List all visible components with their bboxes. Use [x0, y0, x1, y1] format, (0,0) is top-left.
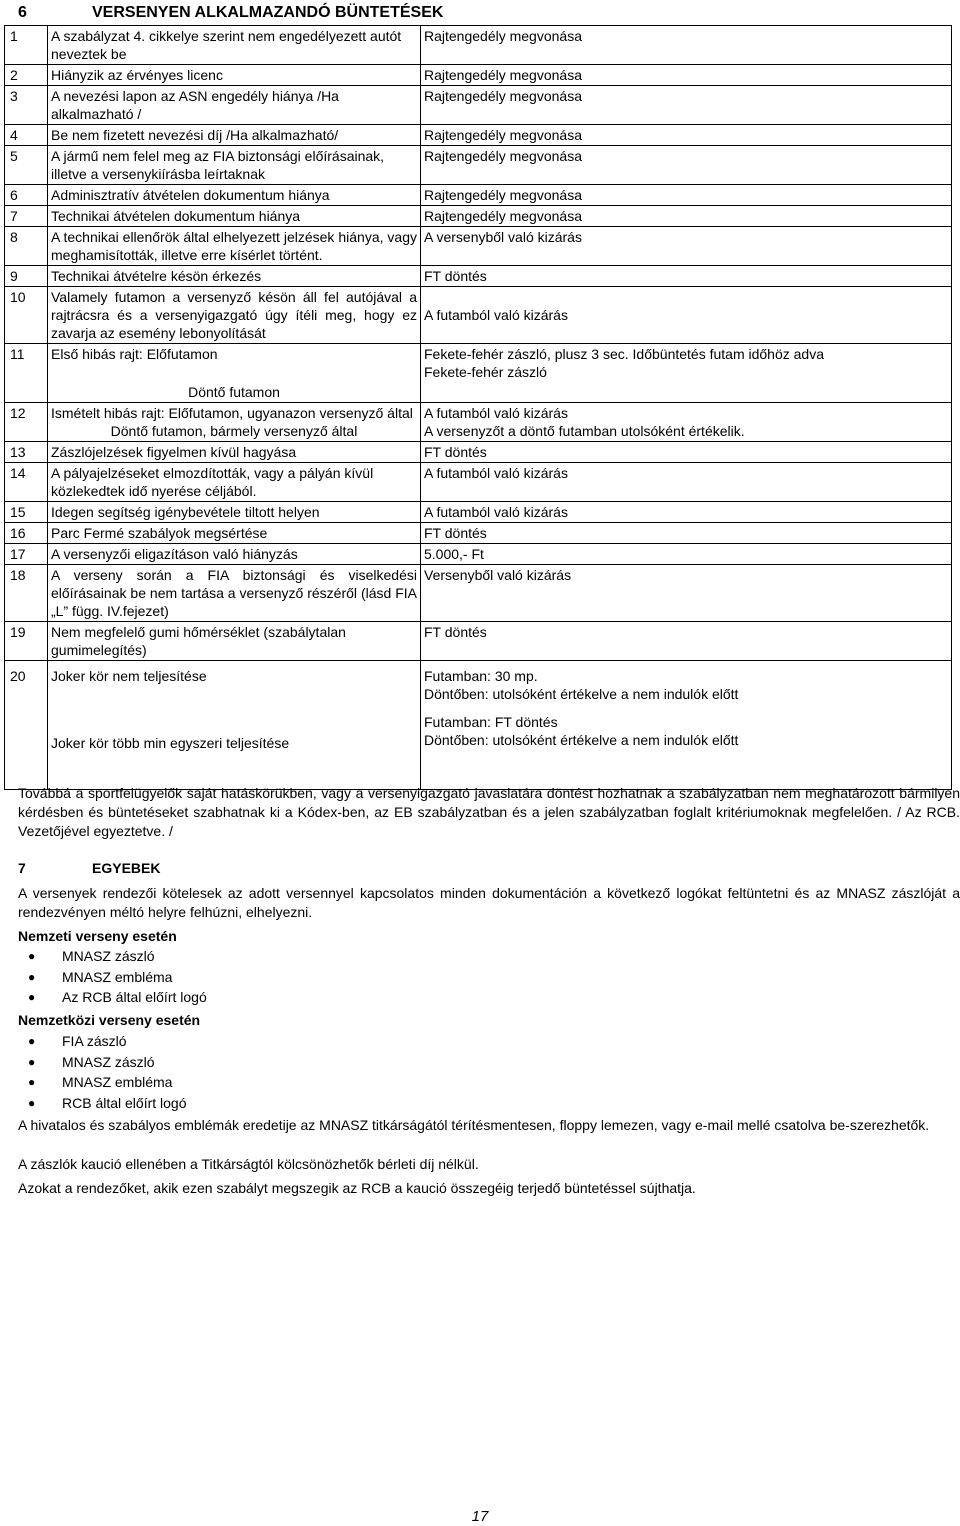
violation-cell: [48, 403, 421, 442]
table-row: [5, 266, 952, 287]
violation-line: Első hibás rajt: Előfutamon: [51, 346, 218, 362]
row-number: 4: [5, 125, 48, 146]
table-row: [5, 523, 952, 544]
penalty-cell: Rajtengedély megvonása: [421, 86, 952, 125]
penalty-cell: Versenyből való kizárás: [421, 565, 952, 622]
penalty-cell: A futamból való kizárás: [421, 463, 952, 502]
penalty-cell: FT döntés: [421, 266, 952, 287]
violation-cell: Valamely futamon a versenyző késön áll fel autójával a rajtrácsra és a versenyigazgató úgy ítéli meg, hogy ez zavarja az esemény lebonyolítását: [48, 287, 421, 344]
penalty-line: Fekete-fehér zászló, plusz 3 sec. Időbüntetés futam időhöz adva: [424, 346, 825, 362]
row-number: 14: [5, 463, 48, 502]
row-number: 6: [5, 185, 48, 206]
section-7-number: 7: [18, 860, 26, 876]
penalty-line: Döntőben: utolsóként értékelve a nem indulók előtt: [424, 732, 739, 748]
row-number: 7: [5, 206, 48, 227]
penalty-line: A futamból való kizárás: [424, 405, 568, 421]
list-item: ● MNASZ zászló: [18, 946, 207, 967]
list-item: ● MNASZ embléma: [18, 967, 207, 988]
violation-line: Döntő futamon, bármely versenyző által: [110, 423, 358, 439]
table-row: [5, 463, 952, 502]
row-number: 10: [5, 287, 48, 344]
penalty-cell: Rajtengedély megvonása: [421, 65, 952, 86]
penalty-cell: FT döntés: [421, 622, 952, 661]
violation-line: Döntő futamon: [188, 384, 280, 400]
table-row: [5, 442, 952, 463]
section-6-title: VERSENYEN ALKALMAZANDÓ BÜNTETÉSEK: [92, 4, 444, 21]
violation-cell: Adminisztratív átvételen dokumentum hiánya: [48, 185, 421, 206]
table-row: [5, 26, 952, 65]
penalty-cell: Rajtengedély megvonása: [421, 125, 952, 146]
row-number: 17: [5, 544, 48, 565]
table-row: [5, 146, 952, 185]
table-row: [5, 185, 952, 206]
violation-cell: A versenyzői eligazításon való hiányzás: [48, 544, 421, 565]
emblems-paragraph: A hivatalos és szabályos emblémák eredetije az MNASZ titkárságától térítésmentesen, floppy lemezen, vagy e-mail mellé csatolva be-szerezhetők.: [18, 1117, 930, 1133]
violation-cell: A pályajelzéseket elmozdították, vagy a pályán kívül közlekedtek idő nyerése céljából.: [48, 463, 421, 502]
list-item: ● RCB által előírt logó: [18, 1093, 187, 1114]
penalty-cell: [421, 661, 952, 790]
table-row: [5, 86, 952, 125]
penalty-cell: Rajtengedély megvonása: [421, 26, 952, 65]
table-row: [5, 65, 952, 86]
violation-line: Joker kör nem teljesítése: [51, 668, 207, 684]
penalty-cell: Rajtengedély megvonása: [421, 185, 952, 206]
row-number: 20: [5, 661, 48, 790]
violation-cell: Technikai átvételre késön érkezés: [48, 266, 421, 287]
violation-cell: A technikai ellenőrök által elhelyezett jelzések hiánya, vagy meghamisították, illetve erre kísérlet történt.: [48, 227, 421, 266]
flags-paragraph: A zászlók kaució ellenében a Titkárságtól kölcsönözhetők bérleti díj nélkül.: [18, 1156, 479, 1172]
national-heading: Nemzeti verseny esetén: [18, 928, 177, 944]
penalty-cell: [421, 344, 952, 403]
violation-cell: A szabályzat 4. cikkelye szerint nem engedélyezett autót neveztek be: [48, 26, 421, 65]
penalty-cell: A futamból való kizárás: [421, 287, 952, 344]
spacer: [51, 363, 417, 383]
list-item: ● Az RCB által előírt logó: [18, 987, 207, 1008]
penalty-paragraph: Azokat a rendezőket, akik ezen szabályt megszegik az RCB a kaució összegéig terjedő büntetéssel sújthatja.: [18, 1180, 696, 1196]
penalty-line: Döntőben: utolsóként értékelve a nem indulók előtt: [424, 686, 739, 702]
list-item: ● MNASZ embléma: [18, 1072, 187, 1093]
violation-cell: Parc Fermé szabályok megsértése: [48, 523, 421, 544]
table-row: [5, 125, 952, 146]
section-7-heading: [18, 860, 160, 876]
table-row: [5, 502, 952, 523]
section-7-title: EGYEBEK: [92, 860, 161, 876]
row-number: 18: [5, 565, 48, 622]
penalty-cell: Rajtengedély megvonása: [421, 146, 952, 185]
table-row: [5, 622, 952, 661]
violation-line: Joker kör több min egyszeri teljesítése: [51, 735, 290, 751]
violation-cell: [48, 344, 421, 403]
row-number: 12: [5, 403, 48, 442]
spacer: [51, 685, 417, 734]
penalty-line: Futamban: FT döntés: [424, 714, 558, 730]
row-number: 19: [5, 622, 48, 661]
violation-cell: A verseny során a FIA biztonsági és viselkedési előírásainak be nem tartása a versenyző részéről (lásd FIA „L” függ. IV.fejezet): [48, 565, 421, 622]
violation-cell: A nevezési lapon az ASN engedély hiánya /Ha alkalmazható /: [48, 86, 421, 125]
violation-cell: Be nem fizetett nevezési díj /Ha alkalmazható/: [48, 125, 421, 146]
row-number: 11: [5, 344, 48, 403]
violation-cell: Nem megfelelő gumi hőmérséklet (szabálytalan gumimelegítés): [48, 622, 421, 661]
discretion-note: Továbbá a sportfelügyelők saját hatáskörükben, vagy a versenyigazgató javaslatára döntést hozhatnak a szabályzatban nem meghatározott bármilyen kérdésben és büntetéseket szabhatnak ki a Kódex-ben, az EB szabályzatban és a jelen szabályzatban foglalt kritériumoknak megfelelően. / Az RCB. Vezetőjével egyeztetve. /: [18, 785, 960, 839]
international-heading: Nemzetközi verseny esetén: [18, 1012, 201, 1028]
violation-cell: Technikai átvételen dokumentum hiánya: [48, 206, 421, 227]
row-number: 2: [5, 65, 48, 86]
section-6-number: 6: [18, 4, 27, 21]
international-list: [18, 1031, 187, 1113]
penalty-cell: [421, 403, 952, 442]
penalty-cell: A versenyből való kizárás: [421, 227, 952, 266]
penalty-cell: A futamból való kizárás: [421, 502, 952, 523]
table-row: [5, 287, 952, 344]
violation-cell: A jármű nem felel meg az FIA biztonsági előírásainak, illetve a versenykiírásba leírtaknak: [48, 146, 421, 185]
penalty-table: [4, 25, 952, 790]
row-number: 3: [5, 86, 48, 125]
violation-line: Ismételt hibás rajt: Előfutamon, ugyanazon versenyző által: [51, 405, 413, 421]
logo-requirement-paragraph: A versenyek rendezői kötelesek az adott versennyel kapcsolatos minden dokumentáción a következő logókat feltüntetni és az MNASZ zászlóját a rendezvényen méltó helyre felhúzni, elhelyezni.: [18, 885, 960, 920]
table-row: [5, 206, 952, 227]
table-row: [5, 227, 952, 266]
list-item: ● MNASZ zászló: [18, 1052, 187, 1073]
row-number: 13: [5, 442, 48, 463]
violation-cell: [48, 661, 421, 790]
spacer: [424, 703, 948, 713]
penalty-line: A versenyzőt a döntő futamban utolsóként értékelik.: [424, 423, 745, 439]
spacer: [51, 752, 417, 788]
list-item: ● FIA zászló: [18, 1031, 187, 1052]
page-number: 17: [471, 1508, 489, 1525]
penalty-cell: FT döntés: [421, 523, 952, 544]
national-list: [18, 946, 207, 1008]
row-number: 15: [5, 502, 48, 523]
penalty-line: Fekete-fehér zászló: [424, 364, 547, 380]
row-number: 9: [5, 266, 48, 287]
row-number: 16: [5, 523, 48, 544]
violation-cell: Hiányzik az érvényes licenc: [48, 65, 421, 86]
row-number: 1: [5, 26, 48, 65]
penalty-cell: 5.000,- Ft: [421, 544, 952, 565]
row-number: 8: [5, 227, 48, 266]
penalty-cell: Rajtengedély megvonása: [421, 206, 952, 227]
penalty-cell: FT döntés: [421, 442, 952, 463]
row-number: 5: [5, 146, 48, 185]
table-row: [5, 344, 952, 403]
table-row: [5, 544, 952, 565]
section-6-heading: [18, 4, 443, 22]
table-row: [5, 661, 952, 790]
table-row: [5, 565, 952, 622]
violation-cell: Zászlójelzések figyelmen kívül hagyása: [48, 442, 421, 463]
penalty-line: Futamban: 30 mp.: [424, 668, 538, 684]
violation-cell: Idegen segítség igénybevétele tiltott helyen: [48, 502, 421, 523]
table-row: [5, 403, 952, 442]
